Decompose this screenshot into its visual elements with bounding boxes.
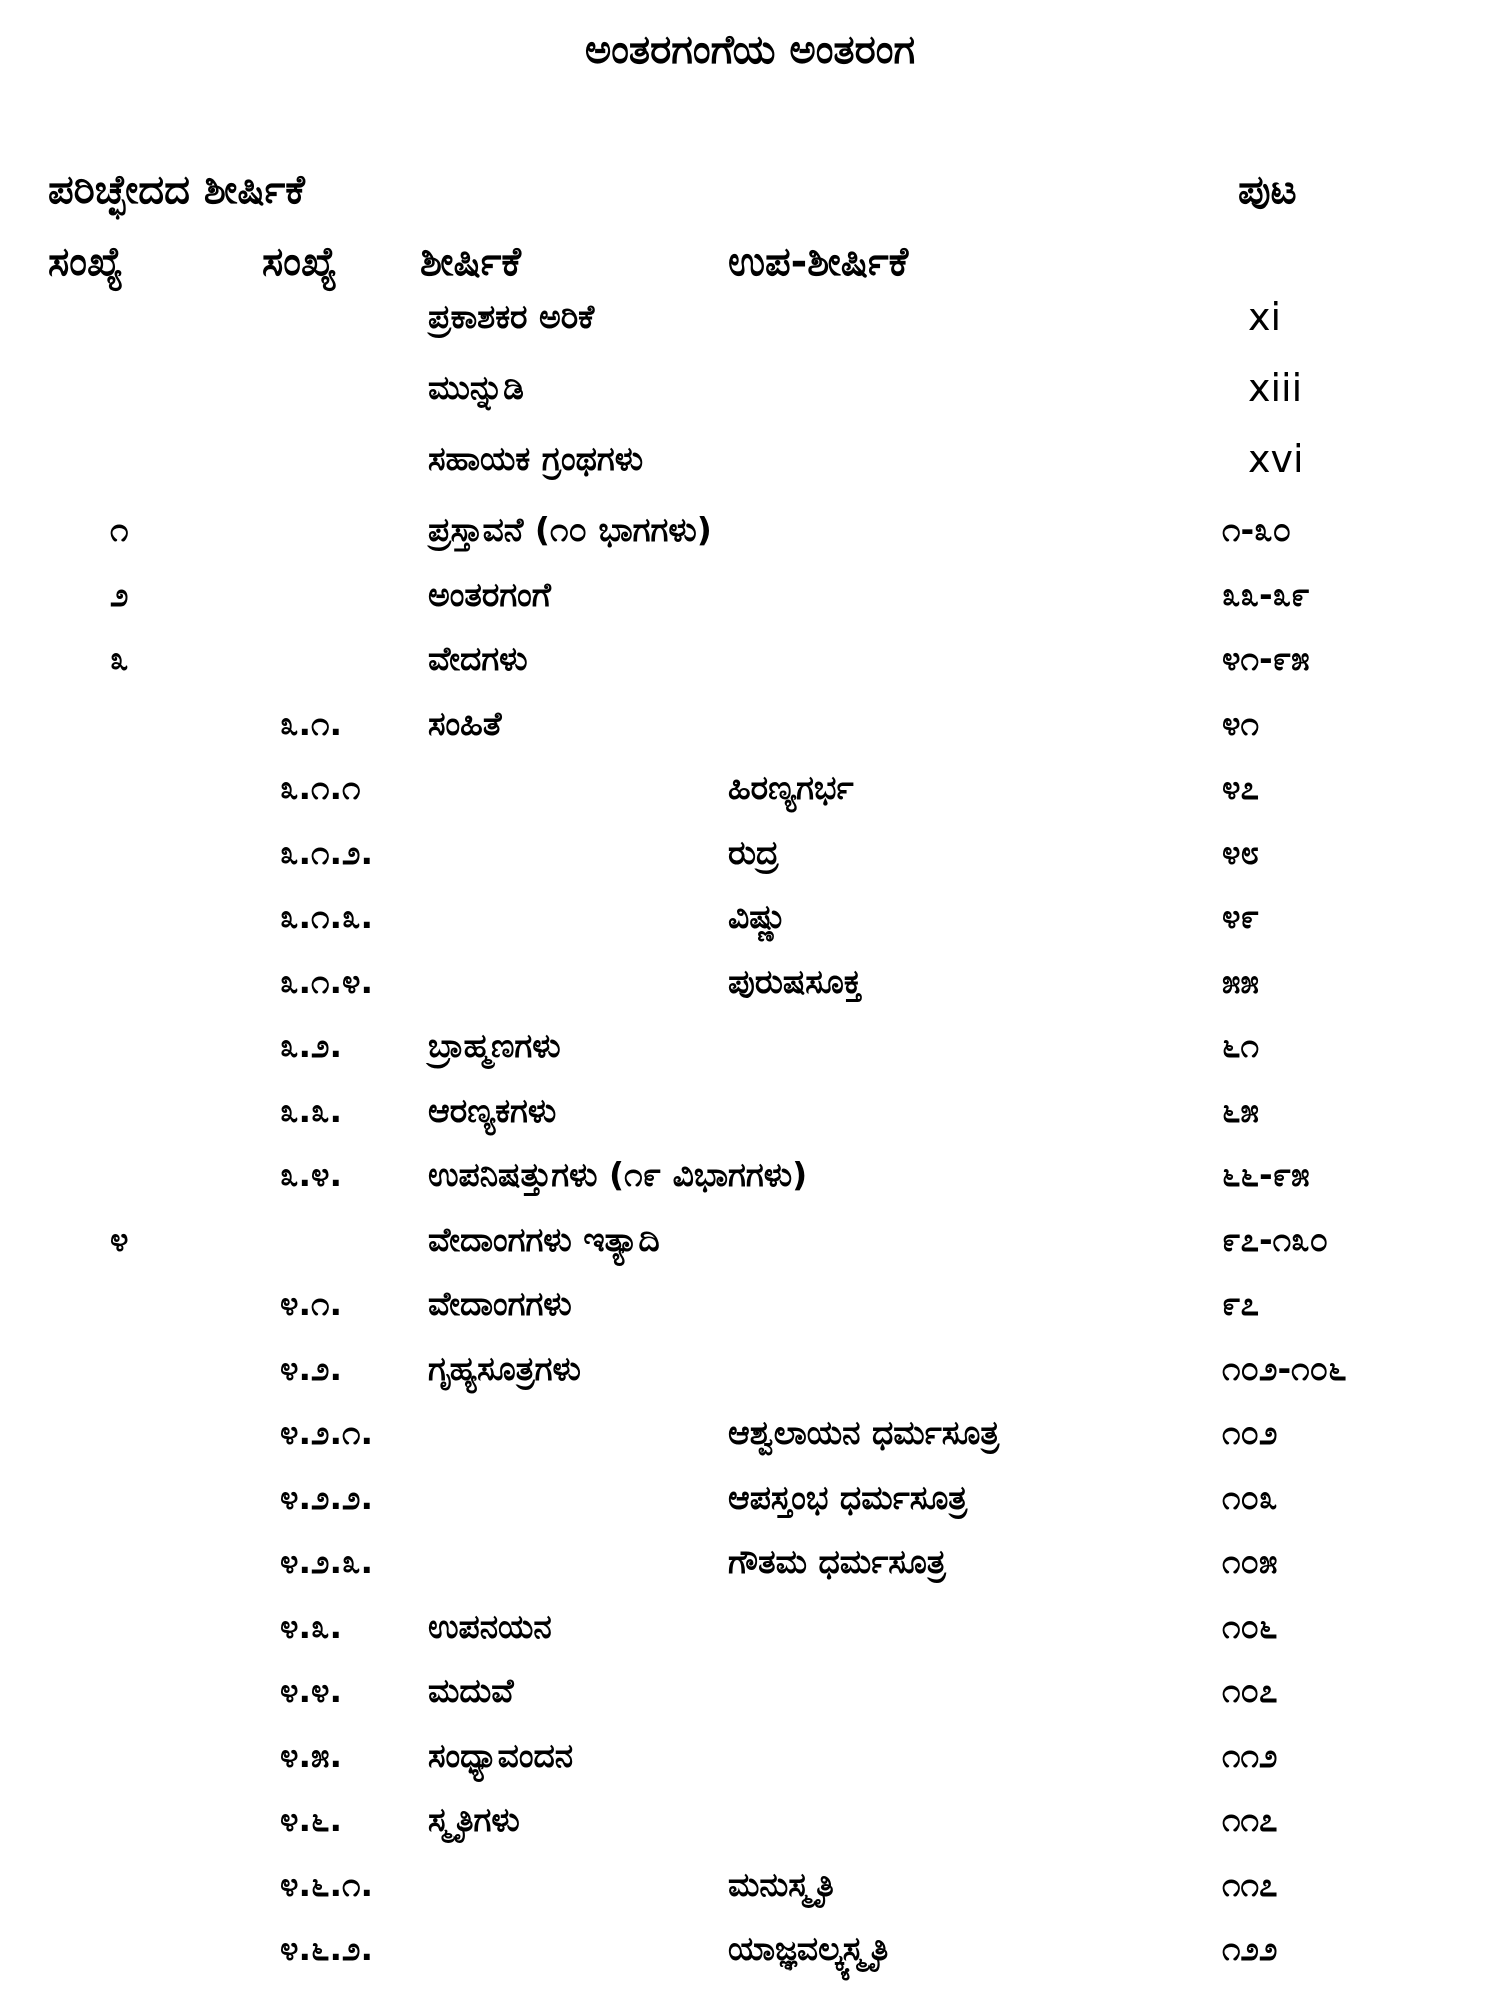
page-number: ೧೧೭ — [1222, 1800, 1278, 1839]
chapter-number: ೨ — [110, 575, 129, 614]
toc-row — [0, 356, 1500, 420]
section-number: ೩.೧.೪. — [280, 962, 374, 1001]
toc-row — [0, 821, 1500, 885]
entry-title: ಸ್ಮೃತಿಗಳು — [428, 1800, 520, 1839]
page-number: ೧೧೨ — [1222, 1736, 1278, 1775]
toc-row — [0, 1401, 1500, 1465]
entry-title: ಪ್ರಕಾಶಕರ ಅರಿಕೆ — [428, 297, 595, 336]
section-number: ೪.೨.೩. — [280, 1542, 374, 1581]
entry-subtitle: ಗೌತಮ ಧರ್ಮಸೂತ್ರ — [728, 1542, 946, 1581]
page-number: ೯೭-೧೩೦ — [1222, 1220, 1329, 1259]
section-number: ೪.೪. — [280, 1671, 343, 1710]
section-number: ೪.೨. — [280, 1349, 343, 1388]
entry-title: ಉಪನಯನ — [428, 1607, 552, 1646]
toc-row — [0, 498, 1500, 562]
toc-row — [0, 1530, 1500, 1594]
section-number: ೩.೨. — [280, 1026, 343, 1065]
section-number: ೪.೩. — [280, 1607, 343, 1646]
page-number: ೪೯ — [1222, 897, 1259, 936]
entry-subtitle: ಯಾಜ್ಞವಲ್ಕ್ಯಸ್ಮೃತಿ — [728, 1929, 889, 1968]
entry-title: ಸಂಧ್ಯಾವಂದನ — [428, 1736, 574, 1775]
section-number: ೪.೨.೨. — [280, 1478, 374, 1517]
toc-row — [0, 1272, 1500, 1336]
page-title: ಅಂತರಗಂಗೆಯ ಅಂತರಂಗ — [584, 27, 916, 73]
entry-subtitle: ರುದ್ರ — [728, 833, 779, 872]
entry-title: ಉಪನಿಷತ್ತುಗಳು (೧೯ ವಿಭಾಗಗಳು) — [428, 1155, 808, 1194]
section-number: ೩.೧.೨. — [280, 833, 374, 872]
entry-subtitle: ಮನುಸ್ಮೃತಿ — [728, 1865, 834, 1904]
toc-row — [0, 1595, 1500, 1659]
section-number: ೩.೪. — [280, 1155, 343, 1194]
entry-title: ಮುನ್ನುಡಿ — [428, 368, 524, 407]
page-number: ೧೦೩ — [1222, 1478, 1278, 1517]
toc-row — [0, 1853, 1500, 1917]
entry-subtitle: ಆಪಸ್ತಂಭ ಧರ್ಮಸೂತ್ರ — [728, 1478, 968, 1517]
toc-row — [0, 285, 1500, 349]
page-number: ೬೧ — [1222, 1026, 1259, 1065]
header-chapter-number-label: ಸಂಖ್ಯೆ — [48, 239, 124, 285]
entry-title: ಅಂತರಗಂಗೆ — [428, 575, 551, 614]
toc-row — [0, 1466, 1500, 1530]
section-number: ೪.೬. — [280, 1800, 343, 1839]
page-number: ೧೨೨ — [1222, 1929, 1278, 1968]
toc-row — [0, 950, 1500, 1014]
page-number: xi — [1248, 295, 1282, 339]
page-number: ೪೮ — [1222, 833, 1259, 872]
toc-row — [0, 627, 1500, 691]
header-title-label: ಶೀರ್ಷಿಕೆ — [420, 239, 521, 285]
page-number: xvi — [1248, 437, 1304, 481]
toc-row — [0, 1917, 1500, 1981]
header-subtitle-label: ಉಪ-ಶೀರ್ಷಿಕೆ — [728, 239, 909, 285]
page-number: xiii — [1248, 366, 1303, 410]
page-number: ೬೬-೯೫ — [1222, 1155, 1310, 1194]
header-section-number-label: ಸಂಖ್ಯೆ — [262, 239, 338, 285]
entry-title: ಸಹಾಯಕ ಗ್ರಂಥಗಳು — [428, 439, 644, 478]
page-number: ೯೭ — [1222, 1284, 1259, 1323]
section-number: ೩.೩. — [280, 1091, 343, 1130]
toc-row — [0, 1724, 1500, 1788]
chapter-number: ೩ — [110, 639, 129, 678]
header-page-label: ಪುಟ — [1238, 167, 1297, 213]
chapter-number: ೧ — [110, 510, 129, 549]
toc-row — [0, 885, 1500, 949]
toc-row — [0, 563, 1500, 627]
chapter-number: ೪ — [110, 1220, 129, 1259]
section-number: ೪.೬.೧. — [280, 1865, 374, 1904]
toc-row — [0, 1208, 1500, 1272]
entry-subtitle: ಪುರುಷಸೂಕ್ತ — [728, 962, 862, 1001]
toc-row — [0, 1143, 1500, 1207]
page-number: ೧೧೭ — [1222, 1865, 1278, 1904]
entry-title: ವೇದಗಳು — [428, 639, 528, 678]
toc-row — [0, 1337, 1500, 1401]
page-number: ೪೭ — [1222, 768, 1259, 807]
entry-subtitle: ವಿಷ್ಣು — [728, 897, 787, 936]
section-number: ೪.೧. — [280, 1284, 343, 1323]
entry-title: ವೇದಾಂಗಗಳು ಇತ್ಯಾದಿ — [428, 1220, 660, 1259]
entry-title: ಗೃಹ್ಯಸೂತ್ರಗಳು — [428, 1349, 581, 1388]
page-number: ೪೧ — [1222, 704, 1259, 743]
entry-subtitle: ಆಶ್ವಲಾಯನ ಧರ್ಮಸೂತ್ರ — [728, 1413, 1000, 1452]
toc-row — [0, 1014, 1500, 1078]
entry-title: ವೇದಾಂಗಗಳು — [428, 1284, 572, 1323]
section-number: ೪.೫. — [280, 1736, 343, 1775]
toc-row — [0, 756, 1500, 820]
toc-row — [0, 1659, 1500, 1723]
page-number: ೧೦೫ — [1222, 1542, 1278, 1581]
section-number: ೩.೧.೧ — [280, 768, 361, 807]
page-number: ೩೩-೩೯ — [1222, 575, 1310, 614]
page-number: ೧೦೨ — [1222, 1413, 1278, 1452]
toc-row — [0, 1788, 1500, 1852]
section-number: ೩.೧.೩. — [280, 897, 374, 936]
section-number: ೪.೬.೨. — [280, 1929, 374, 1968]
entry-title: ಮದುವೆ — [428, 1671, 514, 1710]
toc-row — [0, 427, 1500, 491]
page-number: ೬೫ — [1222, 1091, 1259, 1130]
page-number: ೫೫ — [1222, 962, 1259, 1001]
page-number: ೪೧-೯೫ — [1222, 639, 1310, 678]
entry-subtitle: ಹಿರಣ್ಯಗರ್ಭ — [728, 768, 854, 807]
entry-title: ಬ್ರಾಹ್ಮಣಗಳು — [428, 1026, 561, 1065]
page-number: ೧೦೬ — [1222, 1607, 1278, 1646]
entry-title: ಆರಣ್ಯಕಗಳು — [428, 1091, 557, 1130]
entry-title: ಪ್ರಸ್ತಾವನೆ (೧೦ ಭಾಗಗಳು) — [428, 510, 712, 549]
entry-title: ಸಂಹಿತೆ — [428, 704, 502, 743]
toc-row — [0, 692, 1500, 756]
section-number: ೪.೨.೧. — [280, 1413, 374, 1452]
section-number: ೩.೧. — [280, 704, 343, 743]
page-number: ೧೦೨-೧೦೬ — [1222, 1349, 1347, 1388]
page-number: ೧-೩೦ — [1222, 510, 1292, 549]
toc-row — [0, 1079, 1500, 1143]
page-number: ೧೦೭ — [1222, 1671, 1278, 1710]
header-chapter-title-label: ಪರಿಚ್ಛೇದದ ಶೀರ್ಷಿಕೆ — [48, 167, 305, 213]
